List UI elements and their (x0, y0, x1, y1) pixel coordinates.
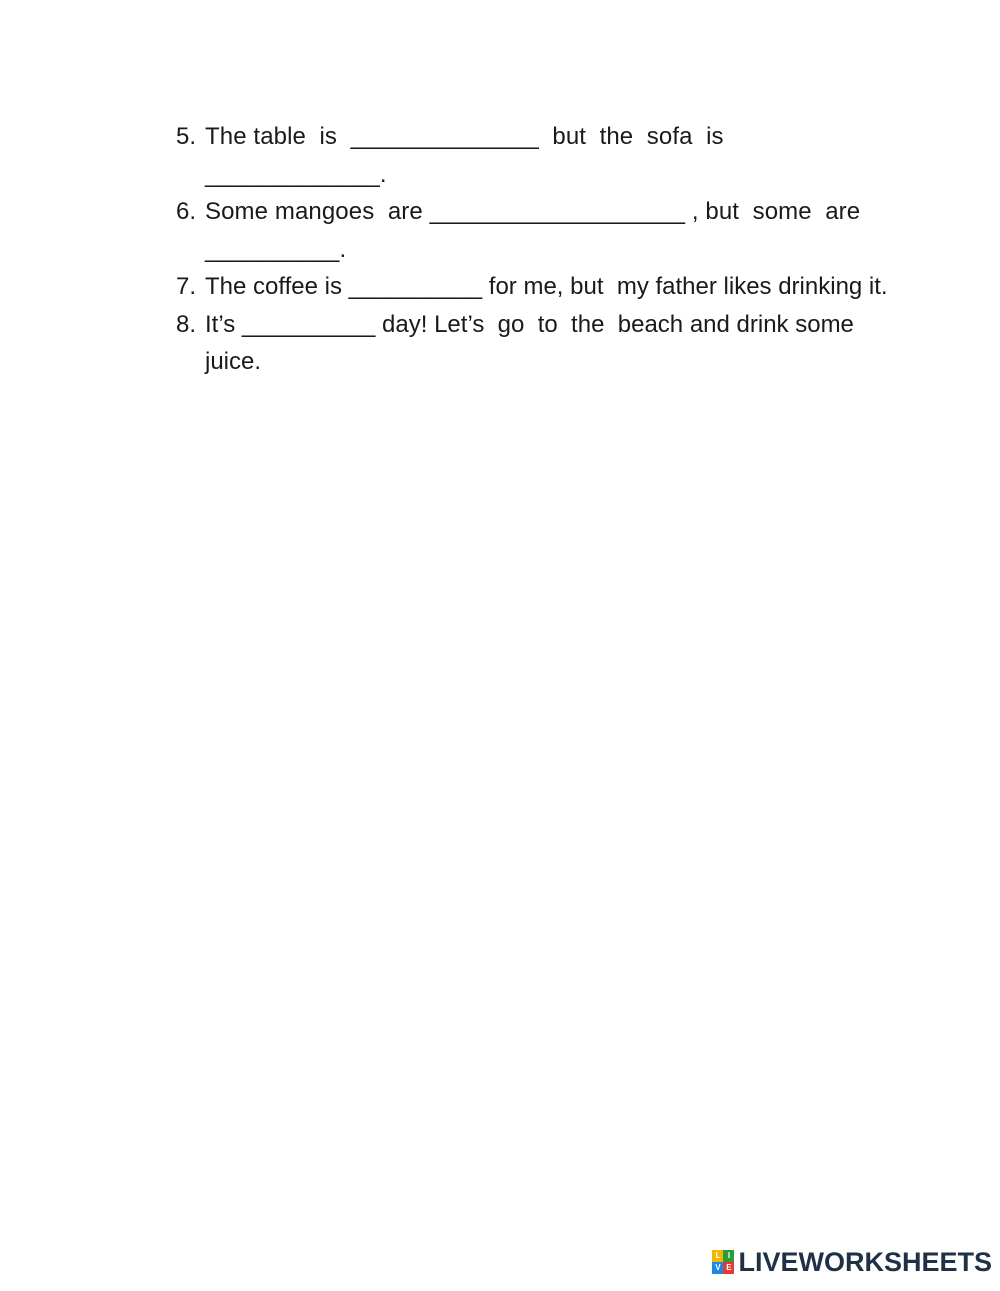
question-item-7 (176, 268, 896, 306)
logo-mark-letter-v: V (712, 1262, 723, 1274)
question-number: 7. (176, 273, 197, 300)
question-number: 5. (176, 123, 197, 150)
logo-mark-letter-i: I (723, 1250, 734, 1262)
logo-mark-icon (712, 1250, 734, 1274)
question-item-5 (176, 118, 896, 193)
question-list (176, 118, 896, 381)
logo-text: LIVEWORKSHEETS (738, 1247, 992, 1277)
question-text: The coffee is __________ for me, but my father likes drinking it. (205, 273, 888, 300)
logo-mark-letter-l: L (712, 1250, 723, 1262)
question-number: 8. (176, 310, 197, 338)
question-text: The table is ______________ but the sofa is _____________. (205, 123, 731, 188)
question-text: It’s __________ day! Let’s go to the beach and drink some juice. (205, 310, 861, 375)
question-item-6 (176, 193, 896, 268)
logo-mark-letter-e: E (723, 1262, 734, 1274)
question-item-8 (176, 306, 896, 381)
liveworksheets-logo (712, 1247, 992, 1277)
question-text: Some mangoes are ___________________ , but some are __________. (205, 198, 867, 263)
question-number: 6. (176, 198, 197, 225)
